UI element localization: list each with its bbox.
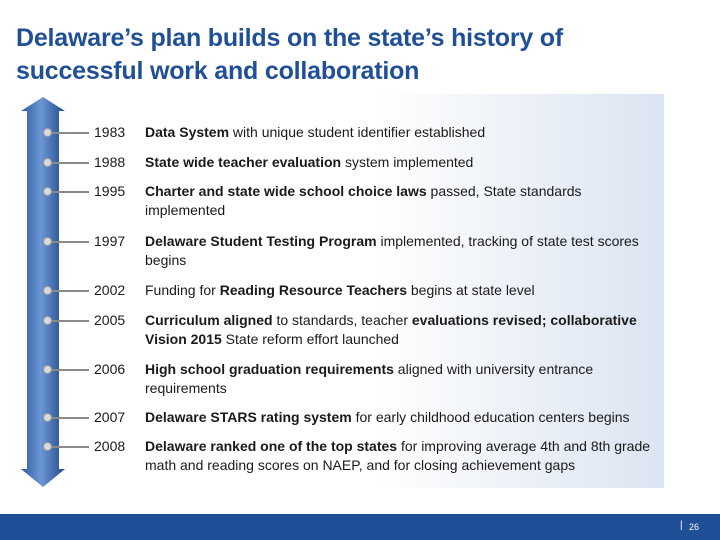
timeline-year: 1988 [94, 154, 126, 170]
timeline-description-text: to standards, teacher [272, 312, 412, 328]
timeline-dot-icon [43, 316, 52, 325]
timeline-year: 1983 [94, 124, 126, 140]
timeline-description-text: for early childhood education centers begins [351, 409, 630, 425]
timeline-description-text: implemented, tracking of state test scores begins [145, 233, 639, 268]
timeline-description [145, 182, 655, 220]
timeline-description-bold: Delaware Student Testing Program [145, 233, 377, 249]
timeline-description-text: Funding for [145, 282, 220, 298]
timeline-year: 1997 [94, 233, 126, 249]
timeline-description-bold: State wide teacher evaluation [145, 154, 342, 170]
timeline-connector [47, 446, 89, 448]
footer-separator: | [680, 520, 683, 531]
timeline-description [145, 123, 655, 142]
timeline-description [145, 408, 655, 427]
slide-title-line-2: successful work and collaboration [16, 57, 420, 85]
timeline-year: 1995 [94, 183, 126, 199]
timeline-description-bold: Delaware STARS rating system [145, 409, 352, 425]
page-number: 26 [689, 522, 700, 532]
timeline-description [145, 360, 655, 398]
timeline-connector [47, 290, 89, 292]
timeline-description-text: for improving average 4th and 8th grade math and reading scores on NAEP, and for closing achievement gaps [145, 438, 651, 473]
timeline-description [145, 232, 655, 270]
timeline-description-bold: High school graduation requirements [145, 361, 394, 377]
timeline-description-bold: Curriculum aligned [145, 312, 273, 328]
timeline-connector [47, 417, 89, 419]
timeline-dot-icon [43, 365, 52, 374]
timeline-connector [47, 241, 89, 243]
slide-title [16, 22, 656, 88]
timeline-connector [47, 132, 89, 134]
timeline-year: 2002 [94, 282, 126, 298]
timeline-description-text: with unique student identifier established [229, 124, 486, 140]
timeline-description-text: passed, State standards implemented [145, 183, 582, 218]
timeline-connector [47, 320, 89, 322]
timeline-connector [47, 162, 89, 164]
timeline-description [145, 153, 655, 172]
timeline-year: 2007 [94, 409, 126, 425]
timeline-description-text: State reform effort launched [221, 331, 399, 347]
timeline-dot-icon [43, 187, 52, 196]
timeline-description-text: system implemented [341, 154, 474, 170]
timeline-dot-icon [43, 286, 52, 295]
timeline-connector [47, 369, 89, 371]
timeline-description-bold: Charter and state wide school choice laws [145, 183, 427, 199]
timeline-year: 2008 [94, 438, 126, 454]
timeline-dot-icon [43, 442, 52, 451]
timeline-description-bold: Reading Resource Teachers [219, 282, 407, 298]
footer-bar [0, 514, 720, 540]
timeline-dot-icon [43, 158, 52, 167]
timeline-dot-icon [43, 413, 52, 422]
timeline-year: 2005 [94, 312, 126, 328]
timeline-connector [47, 191, 89, 193]
timeline-description-bold: Data System [145, 124, 230, 140]
timeline-description [145, 437, 655, 475]
timeline-description [145, 311, 655, 349]
timeline-description-text: begins at state level [406, 282, 535, 298]
timeline-description [145, 281, 655, 300]
timeline-year: 2006 [94, 361, 126, 377]
timeline-dot-icon [43, 128, 52, 137]
timeline-description-bold: Delaware ranked one of the top states [145, 438, 398, 454]
slide-title-line-1: Delaware’s plan builds on the state’s history of [16, 24, 564, 52]
timeline-description-text: aligned with university entrance requirements [145, 361, 594, 396]
timeline-description-bold: evaluations revised; collaborative Vision 2015 [145, 312, 637, 347]
timeline-dot-icon [43, 237, 52, 246]
